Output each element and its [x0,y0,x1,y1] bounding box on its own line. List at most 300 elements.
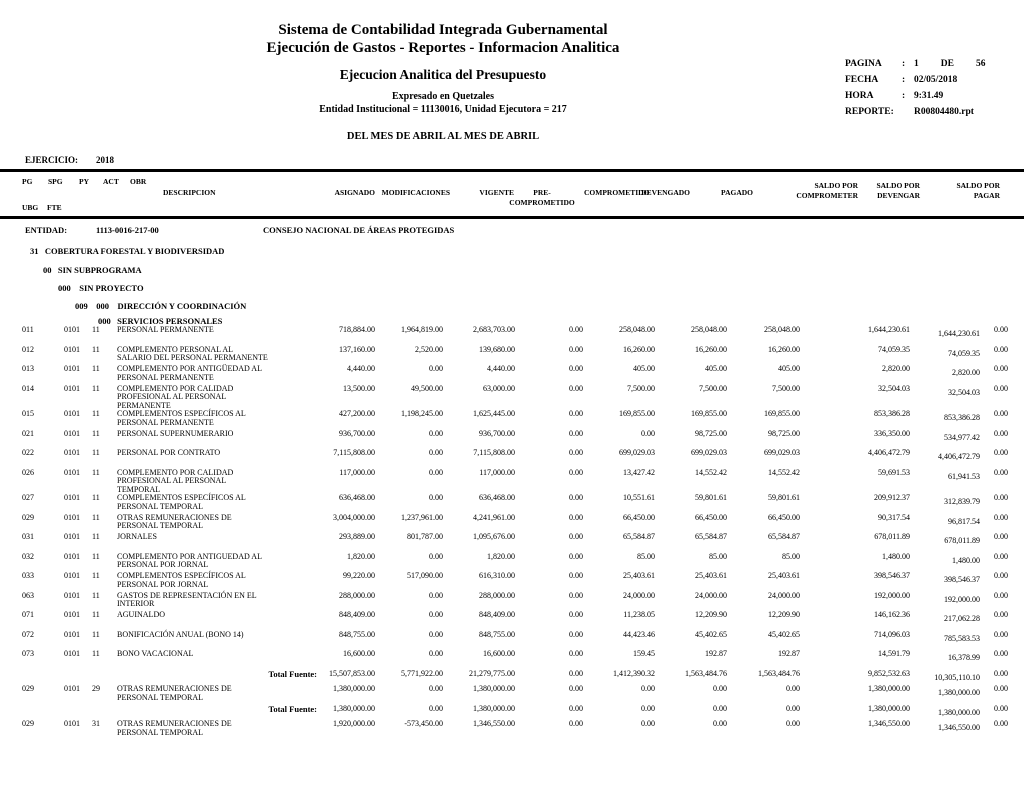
col-obr: OBR [130,177,147,186]
table-row [0,365,1010,385]
cell-ubg: 012 [22,344,34,354]
cell-fte: 31 [92,719,100,728]
cell-pre-comprometido: 0.00 [569,668,583,678]
cell-descripcion: PERSONAL PERMANENTE [117,325,214,334]
cell-pagado: 98,725.00 [768,428,800,438]
hora-colon: : [902,91,906,101]
cell-pagado: 1,563,484.76 [758,668,800,678]
col-vigente: VIGENTE [479,188,514,197]
table-row [0,572,1010,592]
cell-vigente: 288,000.00 [479,590,515,600]
header-rule [0,216,1024,219]
cell-descripcion: COMPLEMENTOS ESPECÍFICOS AL PERSONAL TEMPORAL [117,493,246,511]
cell-pre-comprometido: 0.00 [569,344,583,354]
cell-saldo-comprometer: 398,546.37 [874,571,910,580]
cell-pagado: 16,260.00 [768,344,800,354]
cell-descripcion: OTRAS REMUNERACIONES DE PERSONAL TEMPORAL [117,512,232,530]
cell-comprometido: 44,423.46 [623,629,655,639]
table-row [0,346,1010,366]
cell-asignado: 936,700.00 [339,428,375,438]
section-actividad [75,301,246,311]
col-devengado: DEVENGADO [641,188,690,197]
cell-saldo-devengar: 1,644,230.61 [938,329,980,338]
section-programa-code: 31 [30,246,39,256]
cell-geo: 0101 [64,383,80,393]
cell-vigente: 1,820.00 [487,551,515,561]
cell-pagado: 45,402.65 [768,629,800,639]
cell-comprometido: 1,412,390.32 [613,668,655,678]
cell-asignado: 848,409.00 [339,610,375,619]
cell-devengado: 258,048.00 [691,325,727,334]
cell-descripcion: PERSONAL POR CONTRATO [117,448,221,457]
col-saldo-comprometer [796,181,858,200]
cell-modificaciones: 0.00 [429,551,443,561]
cell-saldo-devengar: 74,059.35 [948,348,980,358]
cell-modificaciones: 0.00 [429,649,443,658]
table-row [0,533,1010,553]
cell-vigente: 1,095,676.00 [473,532,515,541]
cell-devengado: 98,725.00 [695,428,727,438]
cell-comprometido: 7,500.00 [627,383,655,393]
cell-ubg: 073 [22,649,34,658]
cell-devengado: 1,563,484.76 [685,668,727,678]
section-actividad-code1: 009 [75,301,88,311]
col-saldo-devengar-line2: DEVENGAR [877,190,920,200]
cell-vigente: 1,346,550.00 [473,719,515,728]
cell-comprometido: 0.00 [641,428,655,438]
cell-devengado: 45,402.65 [695,629,727,639]
table-row [0,611,1010,631]
col-asignado: ASIGNADO [334,188,375,197]
section-actividad-code2: 000 [96,301,109,311]
cell-asignado: 1,380,000.00 [333,684,375,693]
entity-note: Entidad Institucional = 11130016, Unidad Ejecutora = 217 [319,104,567,115]
col-pagado: PAGADO [721,188,753,197]
cell-ubg: 029 [22,684,34,693]
cell-asignado: 7,115,808.00 [333,448,375,457]
cell-ubg: 033 [22,571,34,580]
cell-modificaciones: 0.00 [429,448,443,457]
cell-geo: 0101 [64,629,80,639]
cell-asignado: 117,000.00 [339,467,375,477]
pagina-label: PAGINA [845,59,882,69]
cell-saldo-devengar: 10,305,110.10 [934,672,980,682]
section-actividad-label: DIRECCIÓN Y COORDINACIÓN [117,301,247,311]
col-ubg: UBG [22,203,39,212]
cell-pre-comprometido: 0.00 [569,703,583,713]
cell-asignado: 4,440.00 [347,364,375,373]
cell-comprometido: 159.45 [633,649,655,658]
col-descripcion: DESCRIPCION [163,188,216,197]
cell-pre-comprometido: 0.00 [569,325,583,334]
cell-fte: 11 [92,344,100,354]
cell-devengado: 192.87 [705,649,727,658]
cell-devengado: 85.00 [709,551,727,561]
cell-pagado: 258,048.00 [764,325,800,334]
entidad-code: 1113-0016-217-00 [96,225,159,235]
cell-pre-comprometido: 0.00 [569,571,583,580]
cell-asignado: 13,500.00 [343,383,375,393]
cell-asignado: 288,000.00 [339,590,375,600]
cell-vigente: 4,241,961.00 [473,512,515,522]
cell-pre-comprometido: 0.00 [569,649,583,658]
cell-vigente: 848,409.00 [479,610,515,619]
col-saldo-comprometer-line2: COMPROMETER [796,190,858,200]
cell-comprometido: 0.00 [641,719,655,728]
cell-pagado: 85.00 [782,551,800,561]
cell-modificaciones: 0.00 [429,684,443,693]
cell-descripcion: COMPLEMENTO POR CALIDAD PROFESIONAL AL PERSONAL TEMPORAL [117,467,234,494]
cell-pre-comprometido: 0.00 [569,383,583,393]
cell-vigente: 636,468.00 [479,493,515,502]
cell-asignado: 137,160.00 [339,344,375,354]
cell-descripcion: BONIFICACIÓN ANUAL (BONO 14) [117,629,244,639]
cell-ubg: 029 [22,512,34,522]
table-row [0,494,1010,514]
cell-saldo-devengar: 61,941.53 [948,471,980,481]
meta-hora [845,88,985,104]
total-row [0,705,1010,721]
cell-ubg: 013 [22,364,34,373]
cell-saldo-comprometer: 74,059.35 [878,344,910,354]
cell-saldo-devengar: 1,480.00 [952,555,980,565]
cell-saldo-comprometer: 1,480.00 [882,551,910,561]
pagina-de-label: DE [940,59,954,69]
col-saldo-pagar-line2: PAGAR [973,190,1000,200]
cell-saldo-comprometer: 1,346,550.00 [868,719,910,728]
cell-geo: 0101 [64,344,80,354]
col-saldo-pagar [956,181,1000,200]
table-row [0,514,1010,534]
col-saldo-devengar-line1: SALDO POR [876,181,920,190]
cell-pre-comprometido: 0.00 [569,428,583,438]
cell-saldo-pagar: 0.00 [994,571,1008,580]
cell-descripcion: COMPLEMENTOS ESPECÍFICOS AL PERSONAL PERMANENTE [117,409,246,427]
cell-saldo-devengar: 32,504.03 [948,387,980,397]
cell-modificaciones: 49,500.00 [411,383,443,393]
cell-geo: 0101 [64,428,80,438]
cell-saldo-pagar: 0.00 [994,668,1008,678]
cell-descripcion: BONO VACACIONAL [117,649,194,658]
cell-geo: 0101 [64,610,80,619]
total-row [0,670,1010,686]
table-row [0,410,1010,430]
cell-fte: 11 [92,551,100,561]
cell-fte: 11 [92,571,100,580]
cell-modificaciones: 1,237,961.00 [401,512,443,522]
cell-modificaciones: 0.00 [429,364,443,373]
cell-asignado: 3,004,000.00 [333,512,375,522]
cell-pagado: 59,801.61 [768,493,800,502]
cell-saldo-comprometer: 2,820.00 [882,364,910,373]
module-title: Ejecución de Gastos - Reportes - Informacion Analitica [266,40,620,56]
meta-pagina [845,56,985,72]
cell-devengado: 65,584.87 [695,532,727,541]
cell-pagado: 12,209.90 [768,610,800,619]
cell-devengado: 16,260.00 [695,344,727,354]
col-saldo-comprometer-line1: SALDO POR [814,181,858,190]
cell-comprometido: 85.00 [637,551,655,561]
cell-modificaciones: 0.00 [429,467,443,477]
cell-pre-comprometido: 0.00 [569,364,583,373]
cell-pagado: 192.87 [778,649,800,658]
cell-asignado: 848,755.00 [339,629,375,639]
cell-asignado: 1,380,000.00 [333,703,375,713]
cell-saldo-comprometer: 14,591.79 [878,649,910,658]
cell-devengado: 12,209.90 [695,610,727,619]
cell-saldo-comprometer: 9,852,532.63 [868,668,910,678]
cell-ubg: 021 [22,428,34,438]
cell-saldo-pagar: 0.00 [994,551,1008,561]
total-fuente-label: Total Fuente: [268,703,317,714]
cell-geo: 0101 [64,684,80,693]
cell-fte: 11 [92,467,100,477]
col-comprometido: COMPROMETIDO [584,188,650,197]
cell-saldo-devengar: 192,000.00 [944,594,980,604]
cell-descripcion: PERSONAL SUPERNUMERARIO [117,428,234,438]
cell-vigente: 117,000.00 [479,467,515,477]
cell-geo: 0101 [64,512,80,522]
cell-saldo-devengar: 16,378.99 [948,653,980,662]
reporte-label: REPORTE: [845,107,894,117]
cell-saldo-devengar: 96,817.54 [948,516,980,526]
cell-geo: 0101 [64,409,80,418]
cell-comprometido: 405.00 [633,364,655,373]
cell-devengado: 0.00 [713,719,727,728]
fecha-label: FECHA [845,75,879,85]
cell-pre-comprometido: 0.00 [569,629,583,639]
cell-vigente: 2,683,703.00 [473,325,515,334]
cell-saldo-devengar: 785,583.53 [944,633,980,643]
cell-comprometido: 16,260.00 [623,344,655,354]
cell-saldo-devengar: 1,380,000.00 [938,707,980,717]
cell-pagado: 0.00 [786,703,800,713]
section-programa-label: COBERTURA FORESTAL Y BIODIVERSIDAD [44,246,225,256]
cell-saldo-pagar: 0.00 [994,493,1008,502]
cell-devengado: 405.00 [705,364,727,373]
cell-fte: 11 [92,325,100,334]
cell-ubg: 063 [22,590,34,600]
entidad-name: CONSEJO NACIONAL DE ÁREAS PROTEGIDAS [263,225,455,235]
cell-modificaciones: 5,771,922.00 [401,668,443,678]
cell-fte: 11 [92,428,100,438]
table-row [0,449,1010,469]
cell-saldo-pagar: 0.00 [994,325,1008,334]
col-fte: FTE [47,203,62,212]
cell-fte: 11 [92,383,100,393]
cell-ubg: 032 [22,551,34,561]
cell-pagado: 699,029.03 [764,448,800,457]
cell-vigente: 1,380,000.00 [473,703,515,713]
cell-saldo-pagar: 0.00 [994,684,1008,693]
cell-pagado: 7,500.00 [772,383,800,393]
cell-saldo-devengar: 534,977.42 [944,432,980,442]
cell-pre-comprometido: 0.00 [569,684,583,693]
cell-pre-comprometido: 0.00 [569,719,583,728]
cell-saldo-devengar: 312,839.79 [944,497,980,506]
col-spg: SPG [48,177,63,186]
cell-pagado: 0.00 [786,684,800,693]
cell-modificaciones: 0.00 [429,428,443,438]
cell-modificaciones: -573,450.00 [404,719,443,728]
cell-pre-comprometido: 0.00 [569,409,583,418]
cell-vigente: 1,625,445.00 [473,409,515,418]
cell-descripcion: COMPLEMENTO PERSONAL AL SALARIO DEL PERSONAL PERMANENTE [117,344,268,362]
cell-asignado: 718,884.00 [339,325,375,334]
cell-comprometido: 169,855.00 [619,409,655,418]
cell-ubg: 071 [22,610,34,619]
cell-pagado: 25,403.61 [768,571,800,580]
cell-fte: 29 [92,684,100,693]
section-grupo-code: 000 [98,316,111,326]
cell-modificaciones: 1,964,819.00 [401,325,443,334]
col-py: PY [79,177,89,186]
cell-pre-comprometido: 0.00 [569,493,583,502]
cell-saldo-devengar: 398,546.37 [944,575,980,584]
cell-geo: 0101 [64,571,80,580]
cell-descripcion: AGUINALDO [117,610,165,619]
cell-saldo-comprometer: 59,691.53 [878,467,910,477]
table-row [0,469,1010,495]
cell-modificaciones: 0.00 [429,629,443,639]
cell-saldo-pagar: 0.00 [994,532,1008,541]
cell-saldo-devengar: 1,380,000.00 [938,688,980,697]
cell-vigente: 4,440.00 [487,364,515,373]
cell-saldo-comprometer: 853,386.28 [874,409,910,418]
cell-asignado: 99,220.00 [343,571,375,580]
cell-vigente: 63,000.00 [483,383,515,393]
cell-saldo-pagar: 0.00 [994,512,1008,522]
cell-ubg: 014 [22,383,34,393]
cell-comprometido: 65,584.87 [623,532,655,541]
cell-saldo-pagar: 0.00 [994,428,1008,438]
report-name: Ejecucion Analitica del Presupuesto [339,67,547,82]
cell-pre-comprometido: 0.00 [569,551,583,561]
system-title: Sistema de Contabilidad Integrada Gubernamental [278,22,608,38]
cell-descripcion: COMPLEMENTO POR ANTIGÜEDAD AL PERSONAL PERMANENTE [117,364,262,382]
cell-asignado: 293,889.00 [339,532,375,541]
entidad-label: ENTIDAD: [25,225,68,235]
cell-saldo-pagar: 0.00 [994,448,1008,457]
cell-saldo-comprometer: 4,406,472.79 [868,448,910,457]
meta-reporte [845,104,985,120]
cell-modificaciones: 1,198,245.00 [401,409,443,418]
section-subprograma-code: 00 [43,265,52,275]
section-subprograma [43,265,142,275]
cell-comprometido: 13,427.42 [623,467,655,477]
cell-vigente: 7,115,808.00 [473,448,515,457]
table-row [0,720,1010,740]
cell-fte: 11 [92,590,100,600]
cell-devengado: 24,000.00 [695,590,727,600]
cell-devengado: 699,029.03 [691,448,727,457]
cell-saldo-pagar: 0.00 [994,590,1008,600]
section-subprograma-label: SIN SUBPROGRAMA [57,265,142,275]
cell-fte: 11 [92,364,100,373]
cell-saldo-comprometer: 146,162.36 [874,610,910,619]
cell-saldo-comprometer: 192,000.00 [874,590,910,600]
cell-saldo-pagar: 0.00 [994,629,1008,639]
reporte-value: R00804480.rpt [914,107,974,117]
section-proyecto [58,283,144,293]
period-label: DEL MES DE ABRIL AL MES DE ABRIL [346,131,540,142]
pagina-total: 56 [975,59,986,69]
cell-geo: 0101 [64,719,80,728]
cell-modificaciones: 0.00 [429,703,443,713]
table-row [0,631,1010,651]
table-row [0,553,1010,573]
col-pg: PG [22,177,33,186]
report-meta [845,56,985,120]
cell-vigente: 21,279,775.00 [469,668,515,678]
cell-comprometido: 24,000.00 [623,590,655,600]
cell-ubg: 022 [22,448,34,457]
cell-asignado: 1,820.00 [347,551,375,561]
section-proyecto-label: SIN PROYECTO [79,283,144,293]
cell-saldo-pagar: 0.00 [994,383,1008,393]
reporte-colon [902,104,914,120]
cell-comprometido: 11,238.05 [623,610,655,619]
cell-vigente: 1,380,000.00 [473,684,515,693]
hora-label: HORA [845,91,874,101]
cell-devengado: 0.00 [713,684,727,693]
col-act: ACT [103,177,119,186]
cell-fte: 11 [92,409,100,418]
cell-comprometido: 258,048.00 [619,325,655,334]
cell-pre-comprometido: 0.00 [569,448,583,457]
cell-fte: 11 [92,649,100,658]
cell-pre-comprometido: 0.00 [569,512,583,522]
hora-value: 9:31.49 [914,91,944,101]
cell-asignado: 16,600.00 [343,649,375,658]
cell-pagado: 14,552.42 [768,467,800,477]
cell-saldo-devengar: 678,011.89 [944,536,980,545]
cell-ubg: 029 [22,719,34,728]
cell-fte: 11 [92,512,100,522]
cell-vigente: 16,600.00 [483,649,515,658]
table-row [0,326,1010,346]
cell-saldo-pagar: 0.00 [994,610,1008,619]
cell-pagado: 0.00 [786,719,800,728]
table-row [0,385,1010,411]
cell-descripcion: COMPLEMENTO POR CALIDAD PROFESIONAL AL PERSONAL PERMANENTE [117,383,234,410]
cell-geo: 0101 [64,364,80,373]
col-saldo-devengar [876,181,920,200]
meta-fecha [845,72,985,88]
cell-saldo-comprometer: 714,096.03 [874,629,910,639]
cell-saldo-comprometer: 1,380,000.00 [868,703,910,713]
cell-fte: 11 [92,532,100,541]
col-saldo-pagar-line1: SALDO POR [956,181,1000,190]
cell-vigente: 616,310.00 [479,571,515,580]
cell-geo: 0101 [64,649,80,658]
cell-pre-comprometido: 0.00 [569,532,583,541]
section-grupo-label: SERVICIOS PERSONALES [117,316,223,326]
section-programa [30,246,224,256]
cell-modificaciones: 0.00 [429,590,443,600]
cell-pre-comprometido: 0.00 [569,610,583,619]
cell-geo: 0101 [64,493,80,502]
cell-ubg: 015 [22,409,34,418]
cell-descripcion: GASTOS DE REPRESENTACIÓN EN EL INTERIOR [117,590,257,608]
cell-devengado: 14,552.42 [695,467,727,477]
cell-geo: 0101 [64,467,80,477]
cell-comprometido: 25,403.61 [623,571,655,580]
col-modificaciones: MODIFICACIONES [381,188,450,197]
cell-pagado: 169,855.00 [764,409,800,418]
cell-fte: 11 [92,610,100,619]
cell-pagado: 65,584.87 [768,532,800,541]
